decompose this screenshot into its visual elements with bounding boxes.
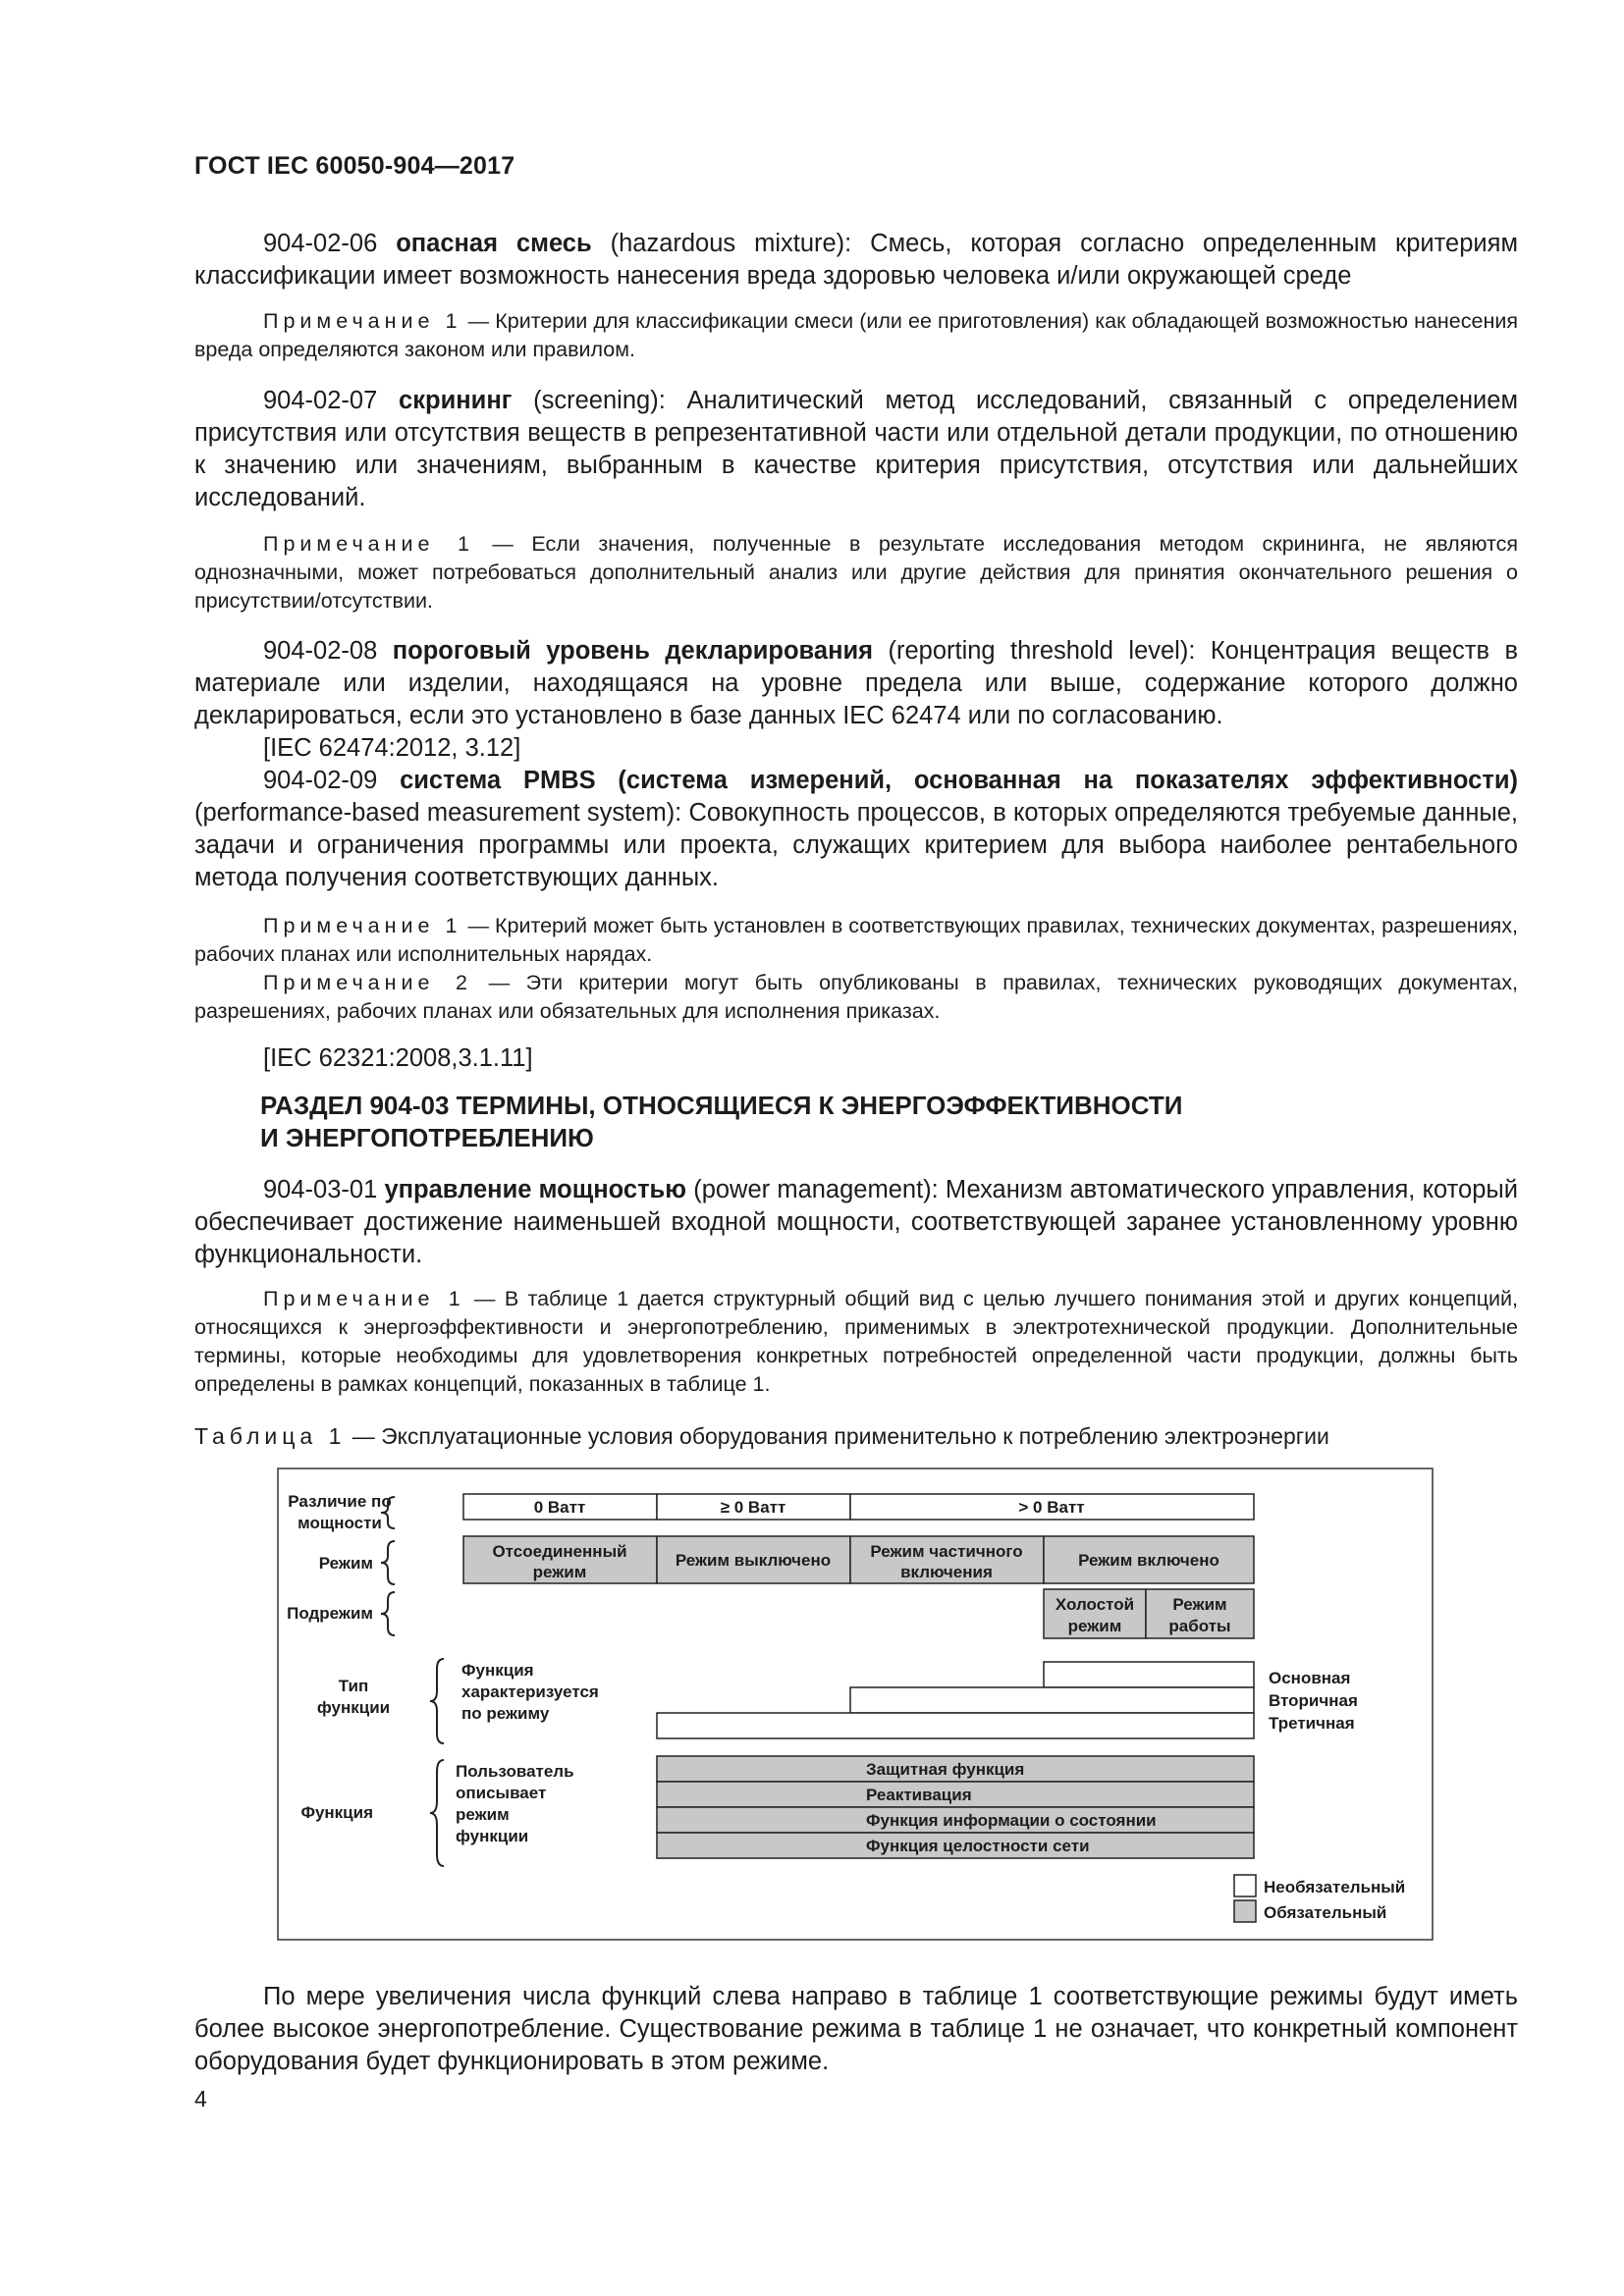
reference-904-02-09: [IEC 62321:2008,3.1.11] [263,1044,533,1072]
note-text: — Критерии для классификации смеси (или ее приготовления) как обладающей возможностью нанесения вреда определяются законом или правилом. [194,309,1518,361]
note-label: Примечание 1 [263,309,462,333]
submode-work-2: работы [1168,1617,1231,1635]
row-label-type-1: Тип [338,1677,369,1695]
page-number: 4 [194,2086,207,2111]
func-desc-4: функции [456,1827,529,1845]
power-0w-label: 0 Ватт [533,1498,586,1517]
type-secondary-label: Вторичная [1269,1691,1358,1710]
submode-idle-1: Холостой [1055,1595,1135,1614]
mode-partial-1: Режим частичного [870,1542,1023,1561]
note-text: — Критерий может быть установлен в соответствующих правилах, технических документах, разрешениях, рабочих планах или исполнительных нарядах. [194,914,1518,966]
legend-optional-swatch [1234,1875,1256,1896]
entry-definition: (hazardous mixture): Смесь, которая согласно определенным критериям классификации имеет возможность нанесения вреда здоровью человека и/или окружающей среде [194,230,1518,290]
section-title-line1: РАЗДЕЛ 904-03 ТЕРМИНЫ, ОТНОСЯЩИЕСЯ К ЭНЕРГОЭФФЕКТИВНОСТИ [260,1091,1183,1120]
submode-idle-2: режим [1067,1617,1122,1635]
entry-904-02-09 [194,765,1518,894]
note-904-03-01-1 [194,1285,1518,1399]
func-desc-1: Пользователь [456,1762,574,1781]
legend-mandatory-label: Обязательный [1264,1903,1387,1922]
table-caption-label: Таблица 1 [194,1423,347,1449]
entry-number: 904-03-01 [263,1176,378,1203]
entry-term: система PMBS (система измерений, основанная на показателях эффективности) [400,767,1518,794]
power-gt0w-label: > 0 Ватт [1018,1498,1085,1517]
entry-number: 904-02-09 [263,767,378,794]
note-904-02-09-1 [194,912,1518,969]
func-desc-3: режим [456,1805,510,1824]
table1-diagram [277,1468,1435,1943]
note-904-02-06-1 [194,307,1518,364]
entry-term: пороговый уровень декларирования [392,637,874,665]
note-label: Примечание 1 [263,532,474,556]
mode-on-label: Режим включено [1078,1551,1219,1570]
func-desc-2: описывает [456,1784,547,1802]
func-protect-label: Защитная функция [866,1760,1025,1779]
reference-904-02-08: [IEC 62474:2012, 3.12] [263,734,521,762]
note-text: — Эти критерии могут быть опубликованы в правилах, технических руководящих документах, разрешениях, рабочих планах или обязательных для исполнения приказах. [194,971,1518,1023]
type-tertiary-label: Третичная [1269,1714,1355,1733]
section-title-line2: И ЭНЕРГОПОТРЕБЛЕНИЮ [260,1123,594,1152]
row-label-mode: Режим [318,1554,373,1573]
note-label: Примечание 1 [263,1287,465,1310]
table-caption [194,1423,1329,1450]
entry-904-03-01 [194,1174,1518,1271]
row-label-power-2: мощности [298,1514,382,1532]
type-desc-1: Функция [461,1661,534,1680]
legend-optional-label: Необязательный [1264,1878,1406,1896]
entry-definition: (screening): Аналитический метод исследований, связанный с определением присутствия или отсутствия веществ в репрезентативной части или отдельной детали продукции, по отношению к значению или значениям, выбранным в качестве критерия присутствия, отсутствия или дальнейших исследований. [194,387,1519,511]
closing-paragraph: По мере увеличения числа функций слева направо в таблице 1 соответствующие режимы будут иметь более высокое энергопотребление. Существование режима в таблице 1 не означает, что конкретный компонент оборудования будет функционировать в этом режиме. [194,1983,1518,2075]
mode-partial-2: включения [900,1563,993,1581]
type-primary-label: Основная [1269,1669,1351,1687]
row-label-function: Функция [300,1803,373,1822]
note-text: — В таблице 1 дается структурный общий вид с целью лучшего понимания этой и других концепций, относящихся к энергоэффективности и энергопотреблению, применимых в электротехнической продукции. Дополнительные термины, которые необходимы для удовлетворения конкретных потребностей определенной части продукции, должны быть определены в рамках концепций, показанных в таблице 1. [194,1287,1518,1396]
entry-904-02-06 [194,228,1518,293]
func-status-label: Функция информации о состоянии [866,1811,1157,1830]
mode-disconnected-1: Отсоединенный [492,1542,627,1561]
note-label: Примечание 2 [263,971,472,994]
type-desc-3: по режиму [461,1704,550,1723]
entry-definition: (reporting threshold level): Концентрация веществ в материале или изделии, находящаяся на уровне предела или выше, содержание которого должно декларироваться, если это установлено в базе данных IEC 62474 или по согласованию. [194,637,1518,729]
entry-term: управление мощностью [384,1176,687,1203]
legend-mandatory-swatch [1234,1900,1256,1922]
func-react-label: Реактивация [866,1786,972,1804]
entry-definition: (performance-based measurement system): Совокупность процессов, в которых определяются требуемые данные, задачи и ограничения программы или проекта, служащих критерием для выбора наиболее рентабельного метода получения соответствующих данных. [194,799,1518,891]
func-grid-label: Функция целостности сети [866,1837,1090,1855]
type-tertiary-bar [657,1713,1254,1738]
note-904-02-07-1 [194,530,1518,615]
entry-term: скрининг [399,387,513,414]
note-label: Примечание 1 [263,914,462,937]
note-904-02-09-2 [194,969,1518,1026]
power-ge0w-label: ≥ 0 Ватт [720,1498,786,1517]
section-title [260,1090,1182,1154]
entry-904-02-08 [194,635,1518,732]
entry-904-02-07 [194,385,1518,514]
entry-number: 904-02-07 [263,387,378,414]
type-secondary-bar [850,1687,1254,1713]
mode-disconnected-2: режим [532,1563,587,1581]
row-label-submode: Подрежим [287,1604,373,1623]
row-label-power-1: Различие по [288,1492,392,1511]
entry-number: 904-02-06 [263,230,378,257]
mode-off-label: Режим выключено [675,1551,832,1570]
table-caption-text: — Эксплуатационные условия оборудования применительно к потреблению электроэнергии [352,1423,1329,1449]
type-primary-bar [1044,1662,1254,1687]
row-label-type-2: функции [316,1698,391,1717]
type-desc-2: характеризуется [461,1682,599,1701]
entry-number: 904-02-08 [263,637,378,665]
submode-work-1: Режим [1172,1595,1227,1614]
entry-definition: (power management): Механизм автоматического управления, который обеспечивает достижение наименьшей входной мощности, соответствующей заранее установленному уровню функциональности. [194,1176,1518,1268]
note-text: — Если значения, полученные в результате исследования методом скрининга, не являются однозначными, может потребоваться дополнительный анализ или другие действия для принятия окончательного решения о присутствии/отсутствии. [194,532,1518,613]
standard-header: ГОСТ IEC 60050-904—2017 [194,152,515,180]
entry-term: опасная смесь [396,230,592,257]
